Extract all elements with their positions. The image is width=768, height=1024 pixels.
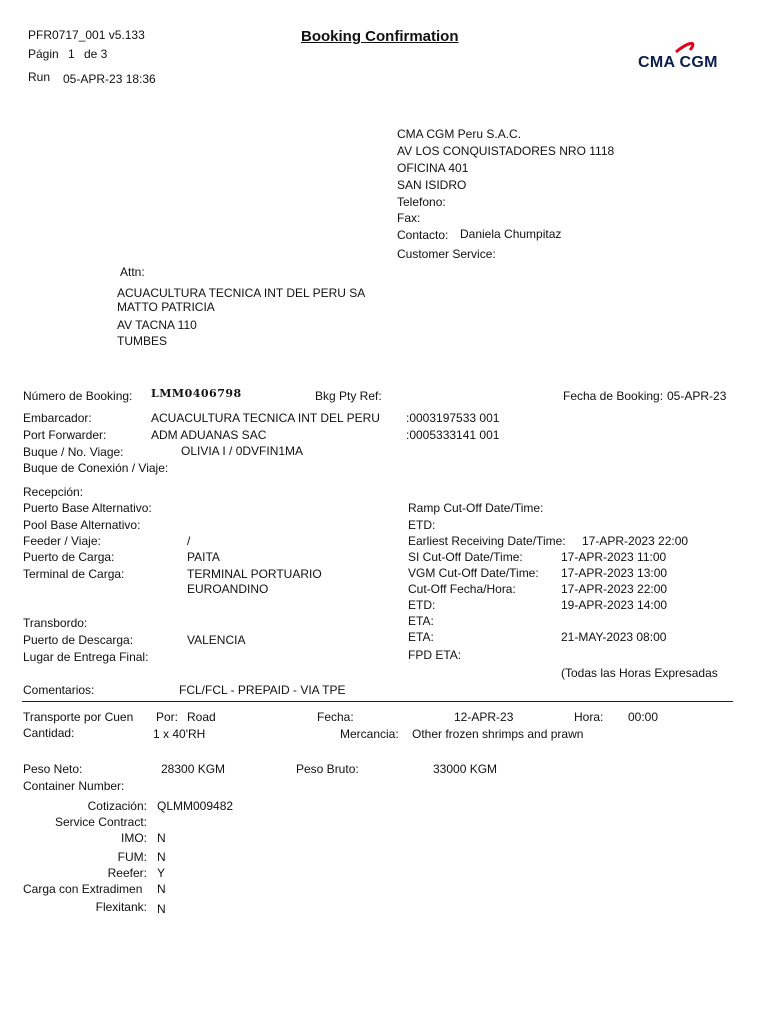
forwarder-code: :0005333141 001 xyxy=(406,428,500,442)
flexitank-label: Flexitank: xyxy=(95,900,147,914)
quote-label: Cotización: xyxy=(87,799,147,813)
comments-value: FCL/FCL - PREPAID - VIA TPE xyxy=(179,683,346,697)
company-address-2: OFICINA 401 xyxy=(397,161,469,175)
ramp-cutoff-label: Ramp Cut-Off Date/Time: xyxy=(408,501,544,515)
shipper-label: Embarcador: xyxy=(23,411,92,425)
net-weight-label: Peso Neto: xyxy=(23,762,83,776)
transship-label: Transbordo: xyxy=(23,616,88,630)
fax-label: Fax: xyxy=(397,211,421,225)
booking-number-label: Número de Booking: xyxy=(23,389,133,403)
load-terminal-value-1: TERMINAL PORTUARIO xyxy=(187,567,322,581)
load-terminal-value-2: EUROANDINO xyxy=(187,582,269,596)
vgm-cutoff-value: 17-APR-2023 13:00 xyxy=(561,566,668,580)
final-delivery-label: Lugar de Entrega Final: xyxy=(23,650,149,664)
transport-label: Transporte por Cuen xyxy=(23,710,134,724)
attn-line-3: AV TACNA 110 xyxy=(117,318,197,332)
goods-value: Other frozen shrimps and prawn xyxy=(412,727,584,741)
service-contract-label: Service Contract: xyxy=(54,815,147,829)
attn-line-1: ACUACULTURA TECNICA INT DEL PERU SA xyxy=(117,286,366,300)
quote-value: QLMM009482 xyxy=(157,799,234,813)
shipper-value: ACUACULTURA TECNICA INT DEL PERU xyxy=(151,411,380,425)
booking-date-label: Fecha de Booking: xyxy=(563,389,664,403)
fum-value: N xyxy=(157,850,166,864)
cutoff-label: Cut-Off Fecha/Hora: xyxy=(408,582,516,596)
page-number: 1 xyxy=(68,47,75,61)
earliest-receiving-label: Earliest Receiving Date/Time: xyxy=(408,534,566,548)
party-ref-label: Bkg Pty Ref: xyxy=(315,389,382,403)
company-address-1: AV LOS CONQUISTADORES NRO 1118 xyxy=(397,144,615,158)
alt-pool-label: Pool Base Alternativo: xyxy=(23,518,141,532)
load-port-value: PAITA xyxy=(187,550,220,564)
vessel-value: OLIVIA I / 0DVFIN1MA xyxy=(181,444,304,458)
reefer-label: Reefer: xyxy=(107,866,147,880)
imo-value: N xyxy=(157,831,166,845)
eta-1-label: ETA: xyxy=(408,614,434,628)
company-name: CMA CGM Peru S.A.C. xyxy=(397,127,522,141)
booking-number-value: LMM0406798 xyxy=(151,387,242,400)
etd-1-label: ETD: xyxy=(408,518,436,532)
reception-label: Recepción: xyxy=(23,485,84,499)
page-title: Booking Confirmation xyxy=(301,28,459,45)
vessel-label: Buque / No. Viage: xyxy=(23,445,124,459)
eta-2-label: ETA: xyxy=(408,630,434,644)
program-version: PFR0717_001 v5.133 xyxy=(28,28,145,42)
transport-time-label: Hora: xyxy=(574,710,604,724)
earliest-receiving-value: 17-APR-2023 22:00 xyxy=(582,534,689,548)
imo-label: IMO: xyxy=(121,831,147,845)
etd-2-label: ETD: xyxy=(408,598,436,612)
quantity-value: 1 x 40'RH xyxy=(153,727,206,741)
discharge-port-label: Puerto de Descarga: xyxy=(23,633,134,647)
comments-label: Comentarios: xyxy=(23,683,95,697)
out-of-gauge-value: N xyxy=(157,882,166,896)
transport-por-value: Road xyxy=(187,710,216,724)
si-cutoff-value: 17-APR-2023 11:00 xyxy=(561,550,667,564)
reefer-value: Y xyxy=(157,866,166,880)
cma-cgm-logo xyxy=(632,38,728,78)
load-terminal-label: Terminal de Carga: xyxy=(23,567,125,581)
transport-date-value: 12-APR-23 xyxy=(454,710,514,724)
attn-line-4: TUMBES xyxy=(117,334,168,348)
gross-weight-label: Peso Bruto: xyxy=(296,762,359,776)
transport-time-value: 00:00 xyxy=(628,710,659,724)
phone-label: Telefono: xyxy=(397,195,446,209)
contact-label: Contacto: xyxy=(397,228,449,242)
feeder-label: Feeder / Viaje: xyxy=(23,534,101,548)
attn-label: Attn: xyxy=(120,265,145,279)
eta-2-value: 21-MAY-2023 08:00 xyxy=(561,630,667,644)
run-datetime: 05-APR-23 18:36 xyxy=(63,72,156,86)
connection-vessel-label: Buque de Conexión / Viaje: xyxy=(23,461,169,475)
customer-service-label: Customer Service: xyxy=(397,247,496,261)
alt-base-port-label: Puerto Base Alternativo: xyxy=(23,501,152,515)
flexitank-value: N xyxy=(157,902,166,916)
transport-por-label: Por: xyxy=(156,710,179,724)
forwarder-value: ADM ADUANAS SAC xyxy=(151,428,267,442)
page-total: de 3 xyxy=(84,47,108,61)
company-city: SAN ISIDRO xyxy=(397,178,467,192)
booking-date-value: 05-APR-23 xyxy=(667,389,727,403)
fpd-eta-label: FPD ETA: xyxy=(408,648,462,662)
timezone-note: (Todas las Horas Expresadas xyxy=(561,666,718,680)
contact-value: Daniela Chumpitaz xyxy=(460,227,562,241)
attn-line-2: MATTO PATRICIA xyxy=(117,300,215,314)
out-of-gauge-label: Carga con Extradimen xyxy=(23,882,143,896)
shipper-code: :0003197533 001 xyxy=(406,411,500,425)
page-label: Págin xyxy=(28,47,59,61)
net-weight-value: 28300 KGM xyxy=(161,762,226,776)
si-cutoff-label: SI Cut-Off Date/Time: xyxy=(408,550,523,564)
discharge-port-value: VALENCIA xyxy=(187,633,246,647)
section-divider xyxy=(22,701,733,702)
etd-2-value: 19-APR-2023 14:00 xyxy=(561,598,668,612)
run-label: Run xyxy=(28,70,51,84)
quantity-label: Cantidad: xyxy=(23,726,75,740)
forwarder-label: Port Forwarder: xyxy=(23,428,107,442)
vgm-cutoff-label: VGM Cut-Off Date/Time: xyxy=(408,566,539,580)
gross-weight-value: 33000 KGM xyxy=(433,762,498,776)
feeder-value: / xyxy=(187,534,191,548)
goods-label: Mercancia: xyxy=(340,727,399,741)
fum-label: FUM: xyxy=(117,850,147,864)
logo-text: CMA CGM xyxy=(638,54,718,71)
cutoff-value: 17-APR-2023 22:00 xyxy=(561,582,668,596)
load-port-label: Puerto de Carga: xyxy=(23,550,115,564)
container-number-label: Container Number: xyxy=(23,779,125,793)
transport-date-label: Fecha: xyxy=(317,710,354,724)
